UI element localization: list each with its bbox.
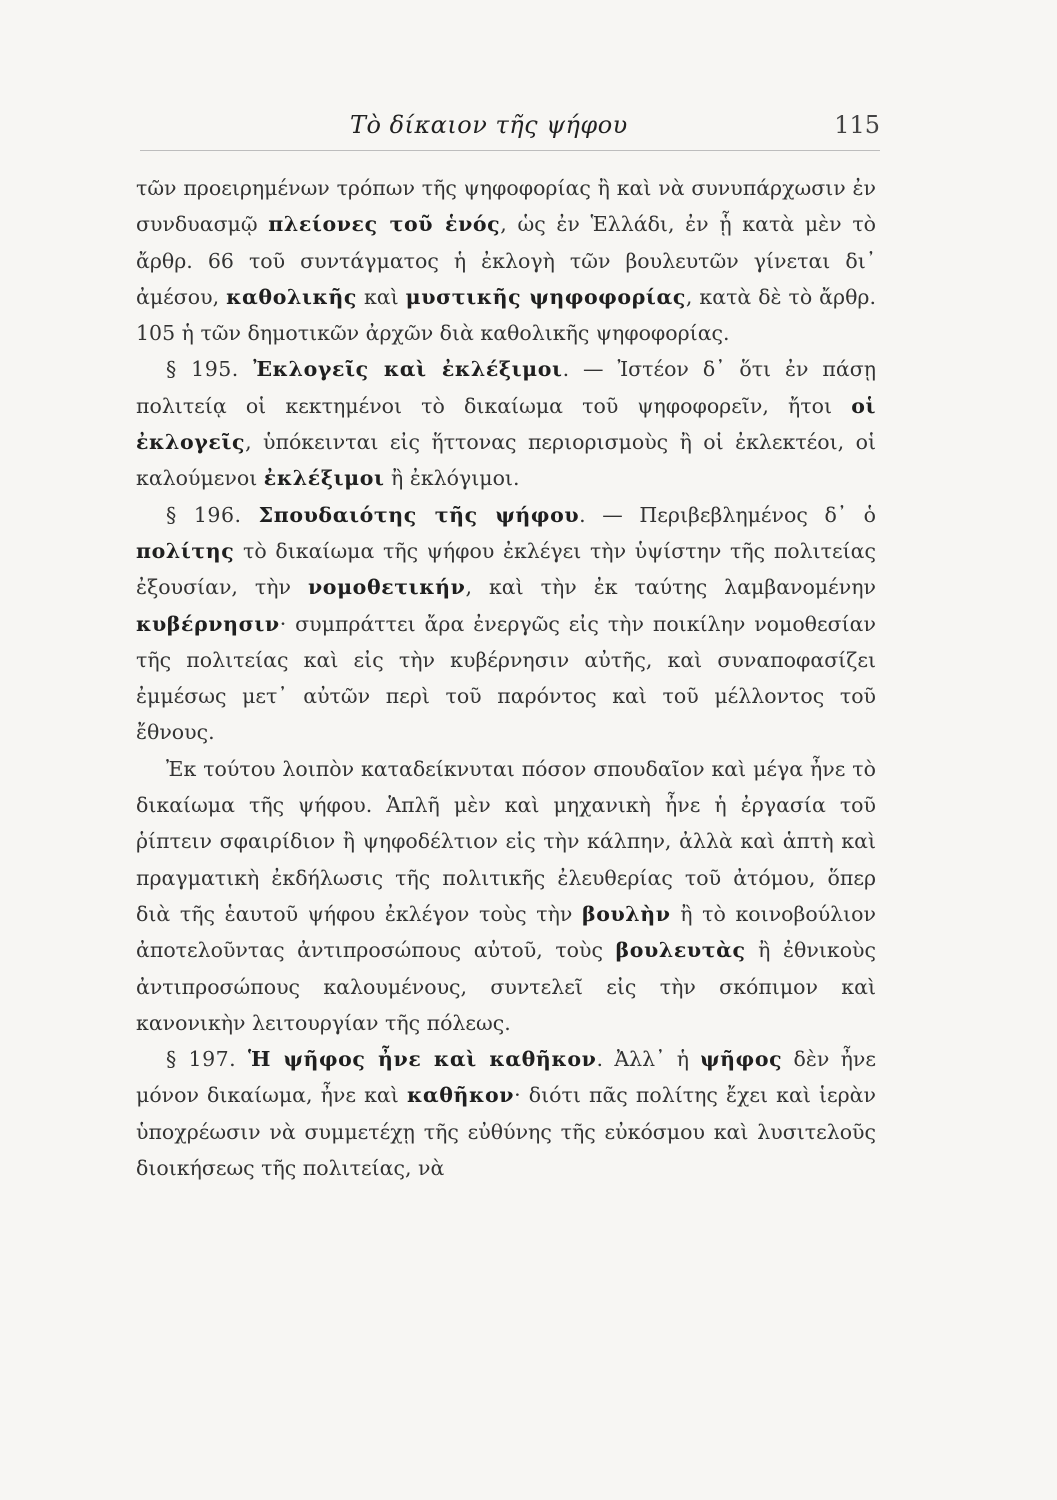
emphasis-term: οἱ ἐκλογεῖς xyxy=(136,393,876,455)
text-run: καὶ xyxy=(357,284,406,309)
paragraph-importance xyxy=(136,751,876,1041)
emphasis-term: πολίτης xyxy=(136,538,235,563)
text-run: · συμπράττει ἄρα ἐνεργῶς εἰς τὴν ποικίλην νομοθεσίαν τῆς πολιτείας καὶ εἰς τὴν κυβέρνησιν αὐτῆς, καὶ συναποφασίζει ἐμμέσως μετ᾽ αὐτῶν περὶ τοῦ παρόντος καὶ τοῦ μέλλοντος τοῦ ἔθνους. xyxy=(136,611,876,745)
text-run: . — Περιβεβλημένος δ᾽ ὁ xyxy=(579,502,877,527)
body-text xyxy=(136,170,876,1186)
header-rule xyxy=(140,150,880,151)
section-heading: Ἐκλογεῖς καὶ ἐκλέξιμοι xyxy=(253,357,563,382)
section-heading: Σπουδαιότης τῆς ψήφου xyxy=(258,502,580,527)
section-number: § 195. xyxy=(166,357,254,382)
text-run: τῶν προειρημένων τρόπων τῆς ψηφοφορίας ἢ καὶ νὰ συνυπάρχωσιν ἐν συνδυασμῷ xyxy=(136,176,876,237)
page-header xyxy=(140,105,880,145)
section-197 xyxy=(136,1041,876,1186)
text-run: , κατὰ δὲ τὸ ἄρθρ. 105 ἡ τῶν δημοτικῶν ἀρχῶν διὰ καθολικῆς ψηφοφορίας. xyxy=(136,284,876,346)
text-run: , ὡς ἐν Ἑλλάδι, ἐν ᾗ κατὰ μὲν τὸ ἄρθρ. 66 τοῦ συντάγματος ἡ ἐκλογὴ τῶν βουλευτῶν γίνεται δι᾽ ἀμέσου, xyxy=(136,212,876,309)
text-run: Ἐκ τούτου λοιπὸν καταδείκνυται πόσον σπουδαῖον καὶ μέγα ἦνε τὸ δικαίωμα τῆς ψήφου. Ἁπλῆ μὲν καὶ μηχανικὴ ἦνε ἡ ἐργασία τοῦ ῥίπτειν σφαιρίδιον ἢ ψηφοδέλτιον εἰς τὴν κάλπην, ἀλλὰ καὶ ἁπτὴ καὶ πραγματικὴ ἐκδήλωσις τῆς πολιτικῆς ἐλευθερίας τοῦ ἀτόμου, ὅπερ διὰ τῆς ἑαυτοῦ ψήφου ἐκλέγον τοὺς τὴν xyxy=(136,756,876,926)
text-run: . — Ἰστέον δ᾽ ὅτι ἐν πάσῃ πολιτείᾳ οἱ κεκτημένοι τὸ δικαίωμα τοῦ ψηφοφορεῖν, ἤτοι xyxy=(136,357,876,418)
text-run: ἢ ἐθνικοὺς ἀντιπροσώπους καλουμένους, συντελεῖ εἰς τὴν σκόπιμον καὶ κανονικὴν λειτουργίαν τῆς πόλεως. xyxy=(136,938,876,1035)
section-number: § 197. xyxy=(166,1047,249,1072)
section-number: § 196. xyxy=(166,502,259,527)
section-heading: Ἡ ψῆφος ἦνε καὶ καθῆκον xyxy=(248,1047,597,1072)
emphasis-term: μυστικῆς ψηφοφορίας xyxy=(405,284,686,309)
emphasis-term: νομοθετικήν xyxy=(307,575,466,600)
emphasis-term: καθολικῆς xyxy=(226,284,358,309)
emphasis-term: βουλευτὰς xyxy=(615,938,746,963)
emphasis-term: κυβέρνησιν xyxy=(136,611,280,636)
emphasis-term: καθῆκον xyxy=(406,1083,515,1108)
emphasis-term: πλείονες τοῦ ἑνός xyxy=(268,212,501,237)
text-run: , καὶ τὴν ἐκ ταύτης λαμβανομένην xyxy=(465,575,876,600)
page-number: 115 xyxy=(834,111,880,139)
section-196 xyxy=(136,497,876,751)
text-run: · διότι πᾶς πολίτης ἔχει καὶ ἱερὰν ὑποχρέωσιν νὰ συμμετέχῃ τῆς εὐθύνης τῆς εὐκόσμου καὶ λυσιτελοῦς διοικήσεως τῆς πολιτείας, νὰ xyxy=(136,1083,876,1181)
emphasis-term: ἐκλέξιμοι xyxy=(263,466,385,491)
text-run: τὸ δικαίωμα τῆς ψήφου ἐκλέγει τὴν ὑψίστην τῆς πολιτείας ἐξουσίαν, τὴν xyxy=(136,538,876,600)
paragraph-continuation xyxy=(136,170,876,351)
text-run: ἢ ἐκλόγιμοι. xyxy=(384,466,520,491)
text-run: , ὑπόκεινται εἰς ἥττονας περιορισμοὺς ἢ οἱ ἐκλεκτέοι, οἱ καλούμενοι xyxy=(136,430,876,491)
running-title: Τὸ δίκαιον τῆς ψήφου xyxy=(350,111,628,139)
text-run: ἢ τὸ κοινοβούλιον ἀποτελοῦντας ἀντιπροσώπους αὐτοῦ, τοὺς xyxy=(136,901,876,963)
section-195 xyxy=(136,351,876,496)
text-run: δὲν ἦνε μόνον δικαίωμα, ἦνε καὶ xyxy=(136,1047,876,1108)
emphasis-term: βουλὴν xyxy=(581,901,671,926)
text-run: . Ἀλλ᾽ ἡ xyxy=(596,1047,701,1072)
emphasis-term: ψῆφος xyxy=(700,1047,783,1072)
